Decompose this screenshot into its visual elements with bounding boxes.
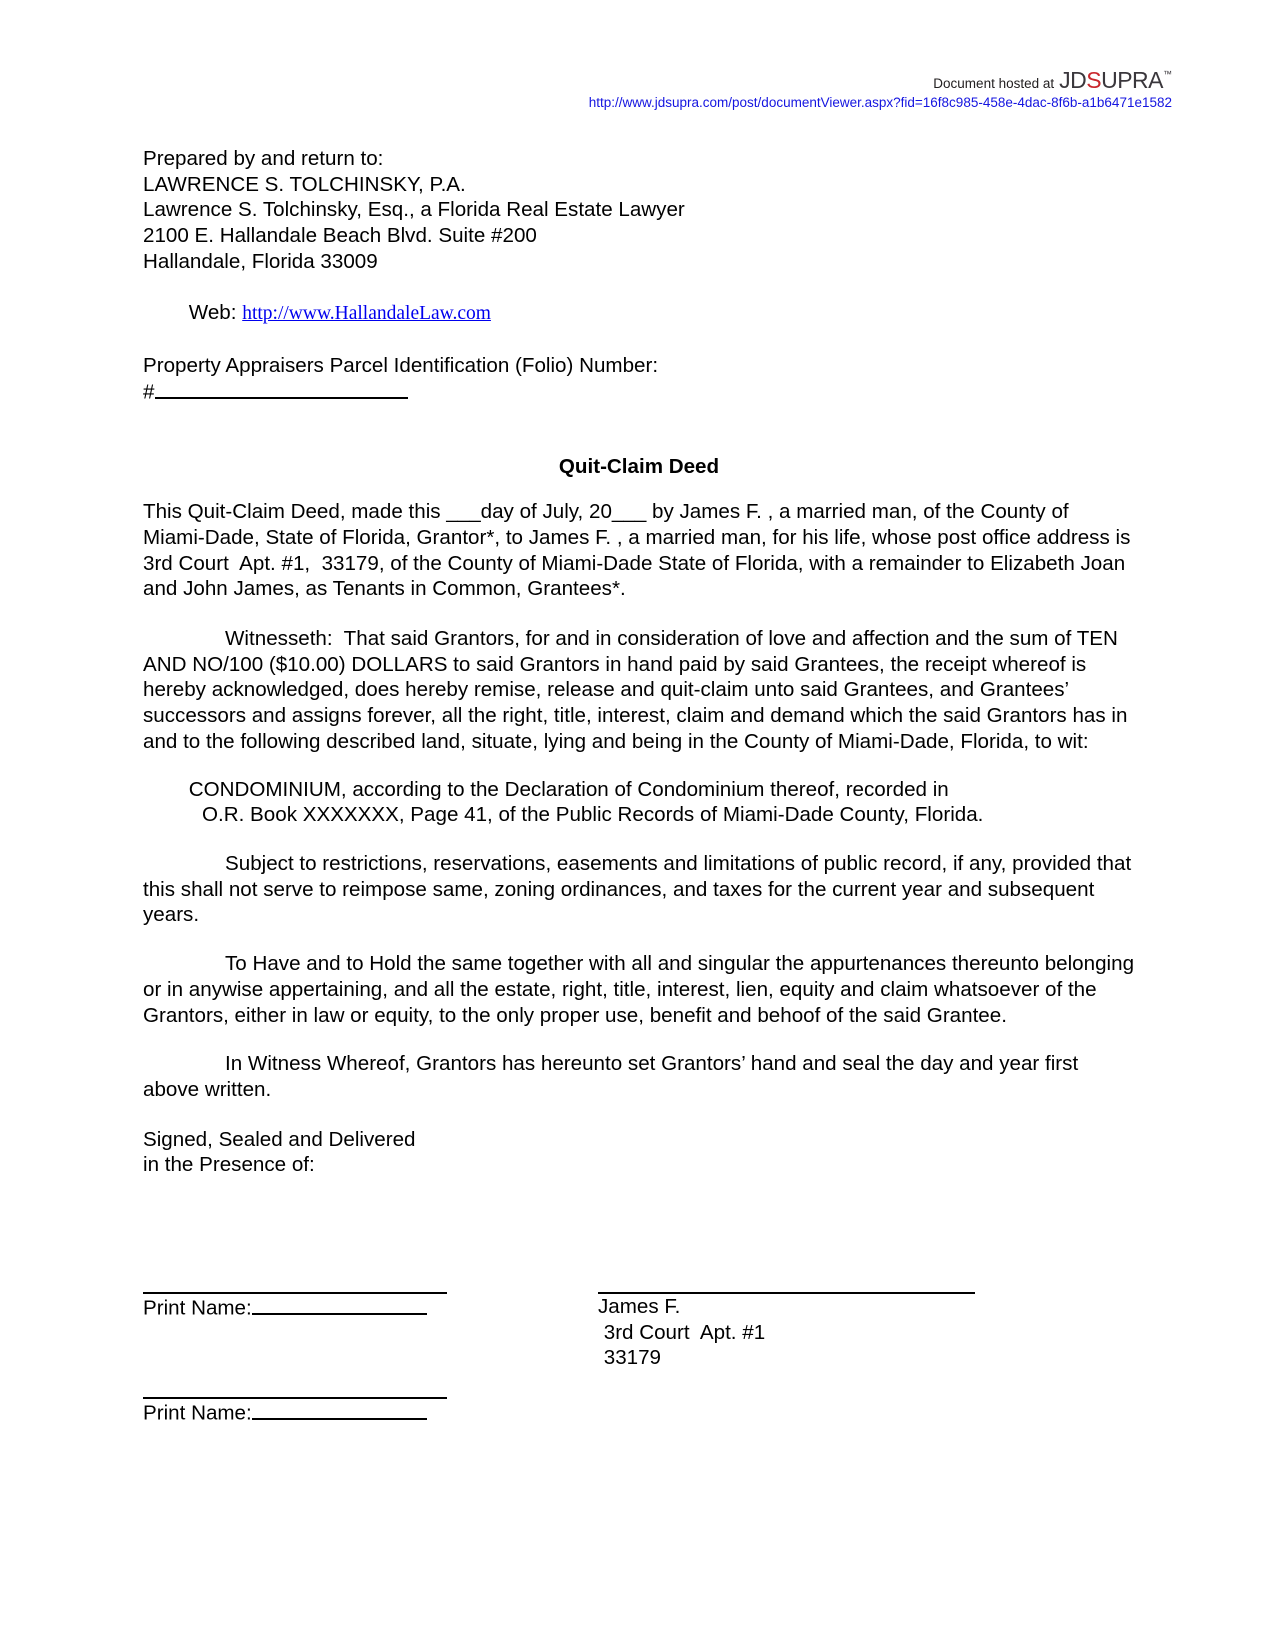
legal-description-line: CONDOMINIUM, according to the Declaration of Condominium thereof, recorded in [183,777,949,801]
deed-title: Quit-Claim Deed [558,454,720,478]
firm-website-link[interactable]: http://www.HallandaleLaw.com [242,303,491,325]
signature-column-gap [447,1267,598,1371]
legal-description [183,777,1135,828]
grantee-address-line1: 3rd Court Apt. #1 [598,1320,766,1344]
witnesseth-paragraph: Witnesseth: That said Grantors, for and in consideration of love and affection and the sum of TEN AND NO/100 ($10.00) DOLLARS to said Grantors in hand paid by said Grantees, the receipt whereof is hereby acknowledged, does hereby remise, release and quit-claim unto said Grantees, and Grantees’ successors and assigns forever, all the right, title, interest, claim and demand which the said Grantors has in and to the following described land, situate, lying and being in the County of Miami-Dade, Florida, to wit: [143,627,1134,753]
document-url-link[interactable]: http://www.jdsupra.com/post/documentViewer.aspx?fid=16f8c985-458e-4dac-8f6b-a1b6471e1582 [588,95,1172,111]
legal-description-line: O.R. Book XXXXXXX, Page 41, of the Public Records of Miami-Dade County, Florida. [202,803,984,827]
signed-sealed-line: Signed, Sealed and Delivered [143,1127,416,1151]
witness-signature-line-2 [143,1372,447,1399]
folio-hash: # [143,380,155,404]
grantee-signature-column [598,1267,975,1371]
deed-intro-paragraph: This Quit-Claim Deed, made this ___day of July, 20___ by James F. , a married man, of the County of Miami-Dade, State of Florida, Grantor*, to James F. , a married man, for his life, whose post office address is 3rd Court Apt. #1, 33179, of the County of Miami-Dade State of Florida, with a remainder to Elizabeth Joan and John James, as Tenants in Common, Grantees*. [143,500,1142,601]
jdsupra-logo: JDSUPRA™ [1059,67,1172,93]
grantee-address-line2: 33179 [598,1346,662,1370]
witness-signature-block-2 [143,1372,447,1426]
print-name-label: Print Name: [143,1401,252,1425]
folio-label: Property Appraisers Parcel Identification (Folio) Number: [143,353,659,377]
print-name-blank [252,1294,427,1315]
document-body [143,146,1142,1426]
witness-signature-line-1 [143,1267,447,1294]
attorney-name: Lawrence S. Tolchinsky, Esq., a Florida Real Estate Lawyer [143,198,685,222]
witness-signature-column [143,1267,447,1371]
print-name-label: Print Name: [143,1296,252,1320]
web-label: Web: [188,301,243,325]
signature-row [143,1267,1135,1371]
habendum-paragraph: To Have and to Hold the same together with all and singular the appurtenances thereunto belonging or in anywise appertaining, and all the estate, right, title, interest, lien, equity and claim whatsoever of the Grantors, either in law or equity, to the only proper use, benefit and behoof of the said Grantee. [143,952,1140,1027]
in-witness-paragraph: In Witness Whereof, Grantors has hereunto set Grantors’ hand and seal the day and year first above written. [143,1052,1084,1101]
preparer-heading: Prepared by and return to: [143,147,384,170]
subject-paragraph: Subject to restrictions, reservations, easements and limitations of public record, if any, provided that this shall not serve to reimpose same, zoning ordinances, and taxes for the current year and subsequent years. [143,852,1137,927]
firm-name: LAWRENCE S. TOLCHINSKY, P.A. [143,172,466,196]
grantee-signature-line [598,1267,975,1294]
street-address: 2100 E. Hallandale Beach Blvd. Suite #200 [143,224,537,248]
grantee-name: James F. [598,1295,681,1319]
print-name-blank [252,1399,427,1420]
signed-sealed-block [143,1127,1135,1178]
city-state-zip: Hallandale, Florida 33009 [143,249,378,273]
jdsupra-header [589,68,1172,111]
folio-block [143,353,1135,406]
presence-line: in the Presence of: [143,1153,315,1177]
hosted-at-text: Document hosted at [933,76,1055,91]
folio-number-blank [155,378,408,399]
preparer-block [143,172,1135,353]
